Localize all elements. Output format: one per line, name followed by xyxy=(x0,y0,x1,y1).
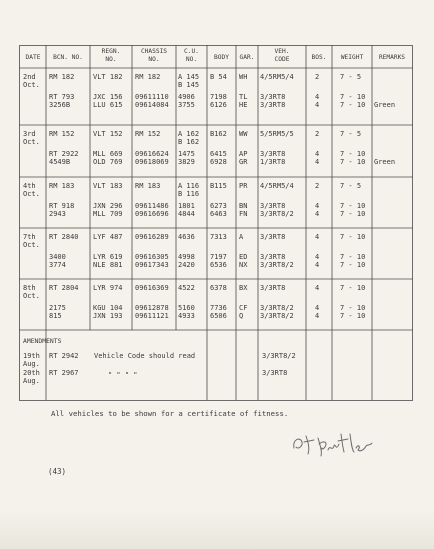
cell-bcn: RT 2922 xyxy=(49,150,79,158)
cell-body: 7197 xyxy=(210,253,227,261)
cell-regn: NLE 881 xyxy=(93,261,123,269)
date-day: 7th xyxy=(23,233,36,241)
cell-gar: GR xyxy=(239,158,248,166)
header-body: BODY xyxy=(214,54,229,61)
cell-weight: 7 - 10 xyxy=(340,158,366,166)
cell-veh-code: 3/3RT8 xyxy=(260,253,286,261)
cell-gar: WW xyxy=(239,130,248,138)
cell-bos: 4 xyxy=(315,233,320,241)
amend-1-date-month: Aug. xyxy=(23,360,40,368)
date-month: Oct. xyxy=(23,241,40,249)
header-date: DATE xyxy=(25,54,41,61)
cell-bcn: RM 183 xyxy=(49,182,75,190)
header-weight: WEIGHT xyxy=(340,54,364,61)
cell-weight: 7 - 5 xyxy=(340,73,362,81)
cell-bcn: 4549B xyxy=(49,158,71,166)
cell-regn: LYF 487 xyxy=(93,233,123,241)
cell-bcn: RT 2840 xyxy=(49,233,79,241)
cell-veh-code: 3/3RT8 xyxy=(260,93,286,101)
amendments-title: AMENDMENTS xyxy=(23,337,62,345)
header-gar: GAR. xyxy=(239,54,255,61)
cell-weight: 7 - 10 xyxy=(340,312,366,320)
cell-bos: 4 xyxy=(315,158,320,166)
cell-cu: 4998 xyxy=(178,253,195,261)
cell-weight: 7 - 10 xyxy=(340,210,366,218)
cell-bos: 4 xyxy=(315,312,320,320)
cell-cu: 1475 xyxy=(178,150,195,158)
date-day: 4th xyxy=(23,182,36,190)
cell-bos: 2 xyxy=(315,130,320,138)
cell-veh-code: 3/3RT8/2 xyxy=(260,312,294,320)
cell-chassis: 09616305 xyxy=(135,253,169,261)
cell-body: 6506 xyxy=(210,312,227,320)
cell-bcn: 3774 xyxy=(49,261,66,269)
cell-bos: 4 xyxy=(315,101,320,109)
cell-gar: CF xyxy=(239,304,248,312)
cell-gar: BN xyxy=(239,202,248,210)
header-regn-line1: REGN. xyxy=(101,48,121,55)
amend-2-date-day: 20th xyxy=(23,369,40,377)
cell-chassis: 09616696 xyxy=(135,210,169,218)
cell-body: 6273 xyxy=(210,202,227,210)
cell-bcn: 2175 xyxy=(49,304,66,312)
cell-bos: 2 xyxy=(315,182,320,190)
cell-chassis: 09611121 xyxy=(135,312,169,320)
cell-cu: 3755 xyxy=(178,101,195,109)
cell-regn: VLT 183 xyxy=(93,182,123,190)
cell-cu: 4636 xyxy=(178,233,195,241)
cell-regn: OLD 769 xyxy=(93,158,123,166)
cell-regn: VLT 152 xyxy=(93,130,123,138)
fitness-note: All vehicles to be shown for a certificate of fitness. xyxy=(51,409,289,418)
cell-veh-code: 4/5RM5/4 xyxy=(260,73,294,81)
cell-veh-code: 3/3RT8/2 xyxy=(260,210,294,218)
cell-gar: BX xyxy=(239,284,248,292)
cell-body: 7313 xyxy=(210,233,227,241)
date-month: Oct. xyxy=(23,138,40,146)
header-chassis xyxy=(132,48,176,63)
cell-cu: 4933 xyxy=(178,312,195,320)
cell-gar: Q xyxy=(239,312,244,320)
cell-gar: TL xyxy=(239,93,248,101)
cell-gar: NX xyxy=(239,261,248,269)
date-month: Oct. xyxy=(23,81,40,89)
cell-weight: 7 - 10 xyxy=(340,284,366,292)
cell-bcn: 2943 xyxy=(49,210,66,218)
cell-chassis: 09612878 xyxy=(135,304,169,312)
date-day: 3rd xyxy=(23,130,36,138)
cell-bos: 4 xyxy=(315,261,320,269)
cell-weight: 7 - 10 xyxy=(340,233,366,241)
cell-bos: 4 xyxy=(315,150,320,158)
cell-gar: FN xyxy=(239,210,248,218)
cell-weight: 7 - 5 xyxy=(340,130,362,138)
page-number: (43) xyxy=(48,467,67,476)
cell-chassis: 09614084 xyxy=(135,101,169,109)
cell-chassis: 09618069 xyxy=(135,158,169,166)
cell-bos: 4 xyxy=(315,202,320,210)
date-month: Oct. xyxy=(23,190,40,198)
cell-cu: A 145 xyxy=(178,73,200,81)
header-regn xyxy=(90,48,132,63)
cell-bcn: RT 918 xyxy=(49,202,75,210)
date-month: Oct. xyxy=(23,292,40,300)
cell-bcn: RT 793 xyxy=(49,93,75,101)
cell-chassis: 09616289 xyxy=(135,233,169,241)
cell-cu: B 162 xyxy=(178,138,200,146)
cell-cu: 4522 xyxy=(178,284,195,292)
cell-gar: AP xyxy=(239,150,248,158)
cell-cu: 3829 xyxy=(178,158,195,166)
cell-regn: KGU 104 xyxy=(93,304,123,312)
cell-bos: 4 xyxy=(315,93,320,101)
cell-gar: PR xyxy=(239,182,248,190)
cell-cu: A 116 xyxy=(178,182,200,190)
header-remarks: REMARKS xyxy=(378,54,406,61)
cell-remarks: Green xyxy=(374,101,396,109)
header-regn-line2: NO. xyxy=(105,55,117,63)
cell-weight: 7 - 10 xyxy=(340,304,366,312)
cell-regn: JXC 156 xyxy=(93,93,123,101)
cell-body: 6536 xyxy=(210,261,227,269)
cell-bcn: 815 xyxy=(49,312,62,320)
header-bos: BOS. xyxy=(311,54,327,61)
cell-regn: VLT 182 xyxy=(93,73,123,81)
header-chassis-line2: NO. xyxy=(148,55,160,63)
cell-gar: ED xyxy=(239,253,248,261)
header-cu xyxy=(176,48,207,63)
cell-cu: B 145 xyxy=(178,81,200,89)
cell-weight: 7 - 10 xyxy=(340,93,366,101)
cell-chassis: 09611110 xyxy=(135,93,169,101)
cell-weight: 7 - 10 xyxy=(340,202,366,210)
cell-regn: LLU 615 xyxy=(93,101,123,109)
cell-body: B 54 xyxy=(210,73,227,81)
amend-1-bcn: RT 2942 xyxy=(49,352,79,360)
cell-cu: A 162 xyxy=(178,130,200,138)
cell-regn: LYR 974 xyxy=(93,284,123,292)
cell-bcn: RT 2804 xyxy=(49,284,79,292)
cell-veh-code: 3/3RT8 xyxy=(260,101,286,109)
amend-2-bcn: RT 2967 xyxy=(49,369,79,377)
cell-chassis: RM 182 xyxy=(135,73,161,81)
amend-1-date-day: 19th xyxy=(23,352,40,360)
header-veh-code xyxy=(258,48,306,63)
cell-bcn: RM 182 xyxy=(49,73,75,81)
cell-chassis: 09616369 xyxy=(135,284,169,292)
header-chassis-line1: CHASSIS xyxy=(140,48,168,55)
header-cu-line1: C.U. xyxy=(184,48,199,55)
date-day: 8th xyxy=(23,284,36,292)
cell-weight: 7 - 10 xyxy=(340,150,366,158)
cell-bcn: 3400 xyxy=(49,253,66,261)
cell-regn: JXN 296 xyxy=(93,202,123,210)
cell-body: 6378 xyxy=(210,284,227,292)
cell-body: B115 xyxy=(210,182,227,190)
cell-veh-code: 5/5RM5/5 xyxy=(260,130,294,138)
cell-body: B162 xyxy=(210,130,227,138)
cell-weight: 7 - 5 xyxy=(340,182,362,190)
cell-weight: 7 - 10 xyxy=(340,253,366,261)
cell-cu: 5160 xyxy=(178,304,195,312)
cell-veh-code: 4/5RM5/4 xyxy=(260,182,294,190)
cell-veh-code: 3/3RT8/2 xyxy=(260,261,294,269)
cell-bos: 2 xyxy=(315,73,320,81)
cell-bcn: RM 152 xyxy=(49,130,75,138)
cell-body: 6415 xyxy=(210,150,227,158)
cell-bos: 4 xyxy=(315,304,320,312)
date-day: 2nd xyxy=(23,73,36,81)
cell-remarks: Green xyxy=(374,158,396,166)
cell-veh-code: 3/3RT8 xyxy=(260,202,286,210)
cell-bos: 4 xyxy=(315,253,320,261)
amend-1-text: Vehicle Code should read xyxy=(94,352,196,360)
amend-1-code: 3/3RT8/2 xyxy=(262,352,296,360)
cell-chassis: 09617343 xyxy=(135,261,169,269)
cell-regn: JXN 193 xyxy=(93,312,123,320)
cell-veh-code: 3/3RT8 xyxy=(260,284,286,292)
header-bcn: BCN. NO. xyxy=(53,54,83,61)
cell-regn: MLL 709 xyxy=(93,210,123,218)
amend-2-code: 3/3RT8 xyxy=(262,369,288,377)
header-veh-line2: CODE xyxy=(274,55,290,63)
cell-cu: 1801 xyxy=(178,202,195,210)
cell-bos: 4 xyxy=(315,284,320,292)
cell-veh-code: 1/3RT8 xyxy=(260,158,286,166)
cell-cu: 4844 xyxy=(178,210,195,218)
cell-cu: 2420 xyxy=(178,261,195,269)
cell-gar: A xyxy=(239,233,244,241)
cell-bos: 4 xyxy=(315,210,320,218)
cell-veh-code: 3/3RT8 xyxy=(260,150,286,158)
cell-gar: WH xyxy=(239,73,248,81)
cell-chassis: 09616624 xyxy=(135,150,169,158)
cell-weight: 7 - 10 xyxy=(340,261,366,269)
header-cu-line2: NO. xyxy=(185,55,198,63)
cell-chassis: RM 152 xyxy=(135,130,161,138)
amend-2-date-month: Aug. xyxy=(23,377,40,385)
cell-body: 6463 xyxy=(210,210,227,218)
cell-body: 6126 xyxy=(210,101,227,109)
cell-cu: 4906 xyxy=(178,93,195,101)
cell-cu: B 116 xyxy=(178,190,200,198)
cell-gar: HE xyxy=(239,101,248,109)
cell-veh-code: 3/3RT8/2 xyxy=(260,304,294,312)
cell-veh-code: 3/3RT8 xyxy=(260,233,286,241)
cell-regn: LYR 619 xyxy=(93,253,123,261)
signature xyxy=(288,428,378,464)
cell-chassis: 09611486 xyxy=(135,202,169,210)
header-veh-line1: VEH. xyxy=(274,48,290,55)
cell-body: 6928 xyxy=(210,158,227,166)
cell-weight: 7 - 10 xyxy=(340,101,366,109)
cell-regn: MLL 669 xyxy=(93,150,123,158)
cell-chassis: RM 183 xyxy=(135,182,161,190)
cell-bcn: 3256B xyxy=(49,101,71,109)
cell-body: 7198 xyxy=(210,93,227,101)
cell-body: 7736 xyxy=(210,304,227,312)
amend-2-ditto: " " " " xyxy=(108,371,138,379)
